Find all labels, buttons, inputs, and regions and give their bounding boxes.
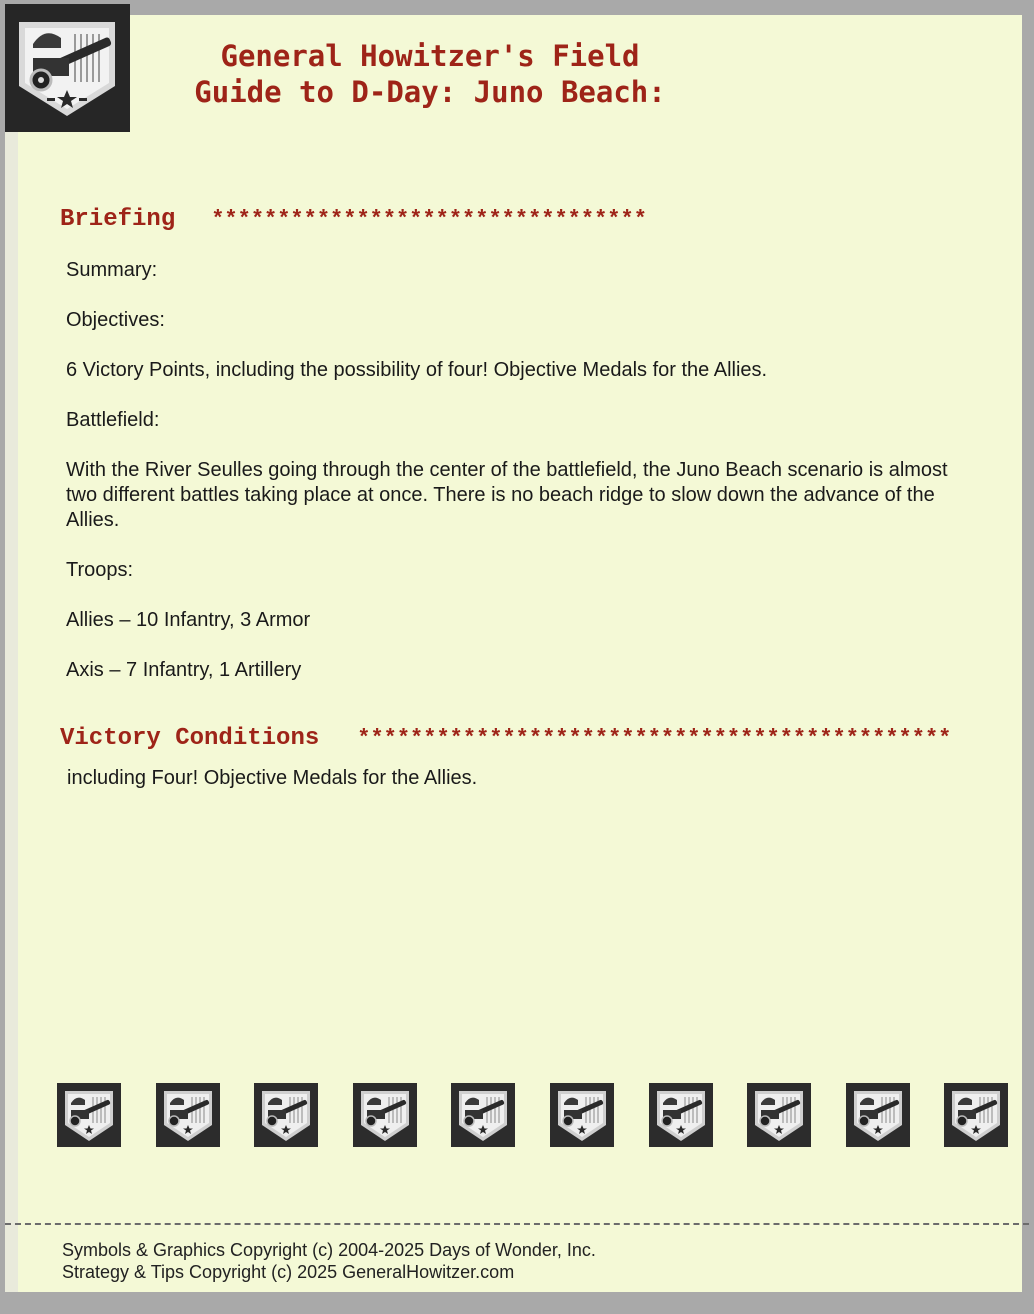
page-left-band — [5, 15, 18, 1292]
objectives-text: 6 Victory Points, including the possibility of four! Objective Medals for the Allies. — [66, 359, 768, 381]
objectives-label: Objectives: — [66, 309, 165, 331]
footer-divider — [5, 1223, 1029, 1225]
howitzer-badge-icon — [451, 1083, 515, 1147]
howitzer-badge-icon — [254, 1083, 318, 1147]
title-line-1: General Howitzer's Field — [220, 39, 640, 73]
howitzer-badge-icon — [156, 1083, 220, 1147]
victory-heading-label: Victory Conditions — [60, 725, 320, 752]
howitzer-badge-icon — [57, 1083, 121, 1147]
howitzer-badge-icon — [649, 1083, 713, 1147]
title-line-2: Guide to D-Day: Juno Beach: — [194, 75, 666, 109]
summary-label: Summary: — [66, 259, 158, 281]
briefing-heading — [60, 206, 647, 233]
footer-copyright-graphics: Symbols & Graphics Copyright (c) 2004-2025 Days of Wonder, Inc. — [62, 1240, 596, 1260]
briefing-heading-stars: ********************************* — [211, 207, 647, 232]
troops-label: Troops: — [66, 559, 134, 581]
battlefield-text: With the River Seulles going through the center of the battlefield, the Juno Beach scenario is almost two different battles taking place at once. There is no beach ridge to slow down the advance of the Allies. — [66, 459, 948, 531]
howitzer-badge-icon — [747, 1083, 811, 1147]
howitzer-badge-icon — [353, 1083, 417, 1147]
briefing-heading-label: Briefing — [60, 206, 176, 233]
victory-conditions-text: including Four! Objective Medals for the Allies. — [67, 767, 478, 789]
victory-heading-stars: ********************************************* — [357, 726, 952, 751]
allies-troops: Allies – 10 Infantry, 3 Armor — [66, 609, 311, 631]
victory-conditions-heading — [60, 725, 951, 752]
howitzer-badge-icon — [550, 1083, 614, 1147]
rating-badges — [57, 1083, 1007, 1147]
footer — [62, 1239, 596, 1283]
general-howitzer-logo — [5, 4, 130, 132]
footer-copyright-strategy: Strategy & Tips Copyright (c) 2025 GeneralHowitzer.com — [62, 1262, 515, 1282]
battlefield-label: Battlefield: — [66, 409, 160, 431]
howitzer-badge-icon — [846, 1083, 910, 1147]
page-title — [140, 38, 720, 110]
howitzer-badge-icon — [944, 1083, 1008, 1147]
axis-troops: Axis – 7 Infantry, 1 Artillery — [66, 659, 302, 681]
howitzer-cannon-icon — [5, 4, 130, 132]
